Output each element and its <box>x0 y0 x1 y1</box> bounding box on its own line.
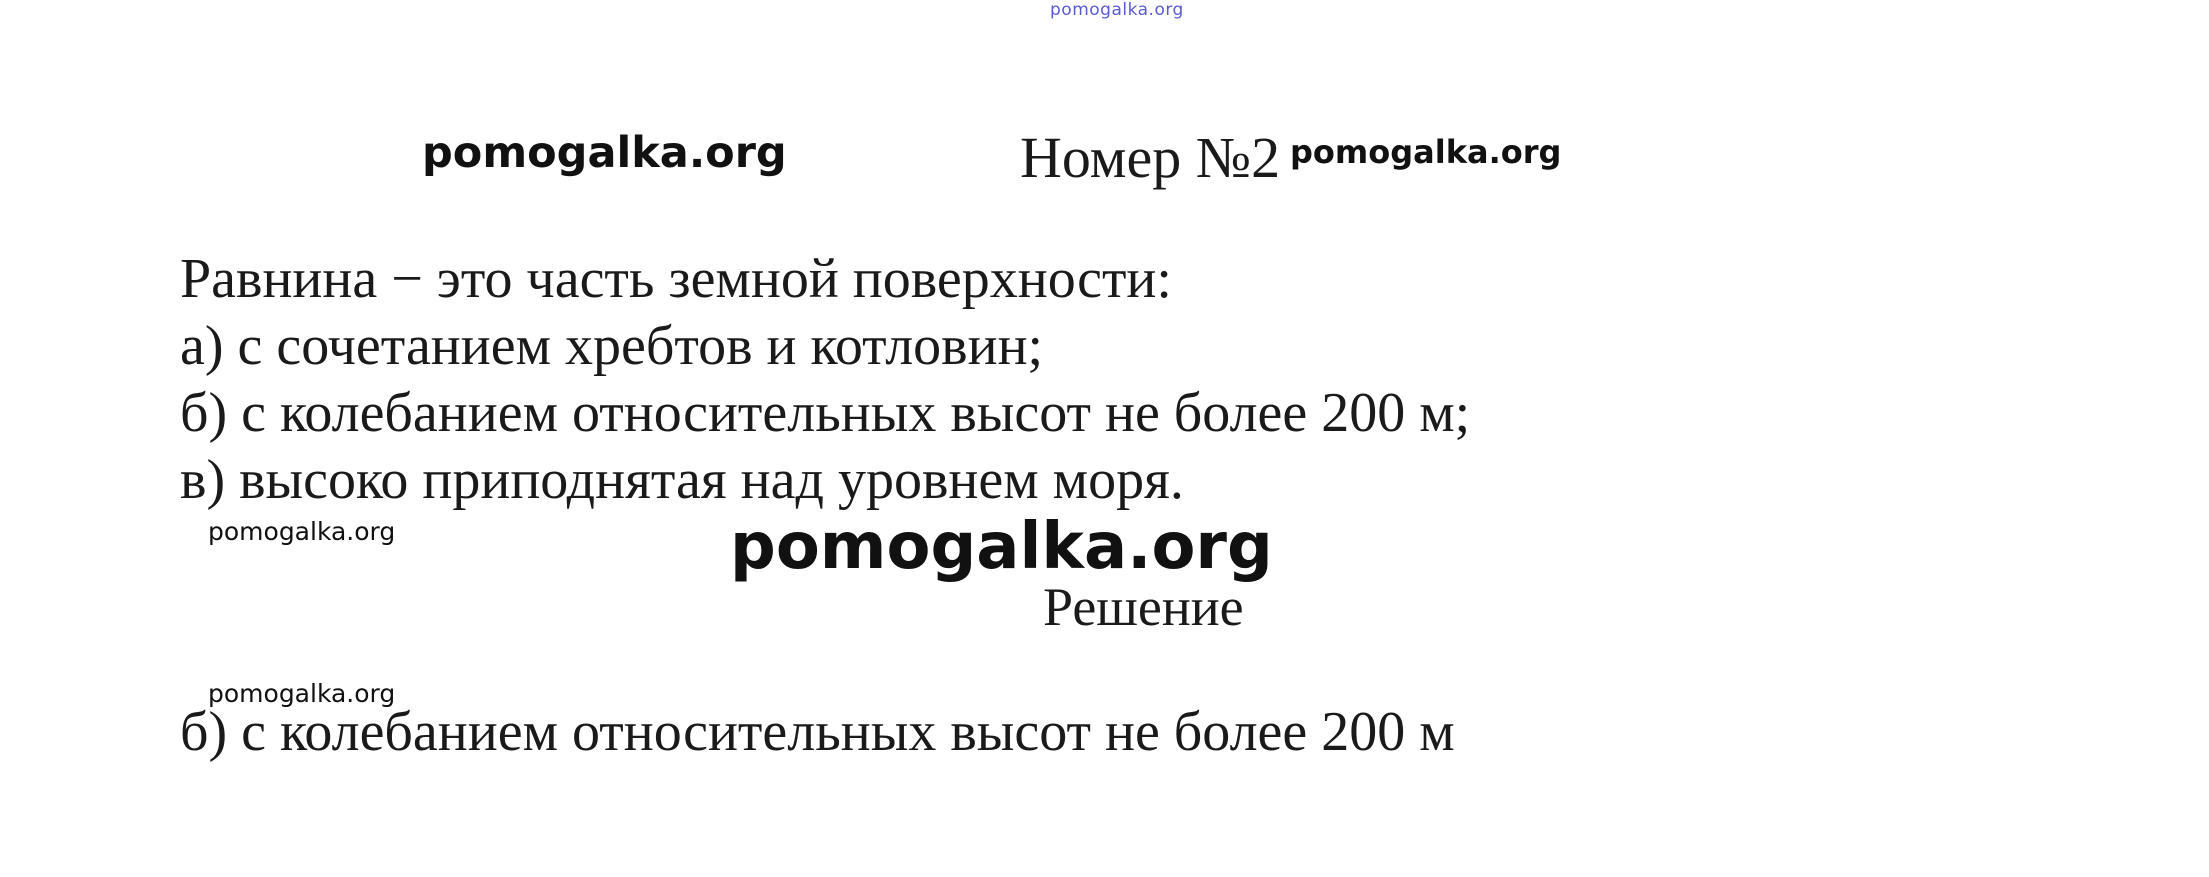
solution-answer: б) с колебанием относительных высот не более 200 м <box>180 701 1455 763</box>
option-b: б) с колебанием относительных высот не более 200 м; <box>180 382 1471 444</box>
watermark-top-right: pomogalka.org <box>1290 133 1562 171</box>
option-a: а) с сочетанием хребтов и котловин; <box>180 315 1044 377</box>
watermark-middle-large: pomogalka.org <box>730 510 1273 584</box>
watermark-bottom-small: pomogalka.org <box>208 679 396 708</box>
watermark-top-left: pomogalka.org <box>422 128 787 178</box>
task-title: Номер №2 <box>1020 125 1281 190</box>
question-text: Равнина − это часть земной поверхности: <box>180 248 1172 310</box>
question-block <box>180 246 1470 514</box>
option-c: в) высоко приподнятая над уровнем моря. <box>180 449 1184 511</box>
site-link[interactable]: pomogalka.org <box>1050 0 1184 20</box>
solution-heading: Решение <box>1043 577 1244 637</box>
watermark-middle-small: pomogalka.org <box>208 517 396 546</box>
